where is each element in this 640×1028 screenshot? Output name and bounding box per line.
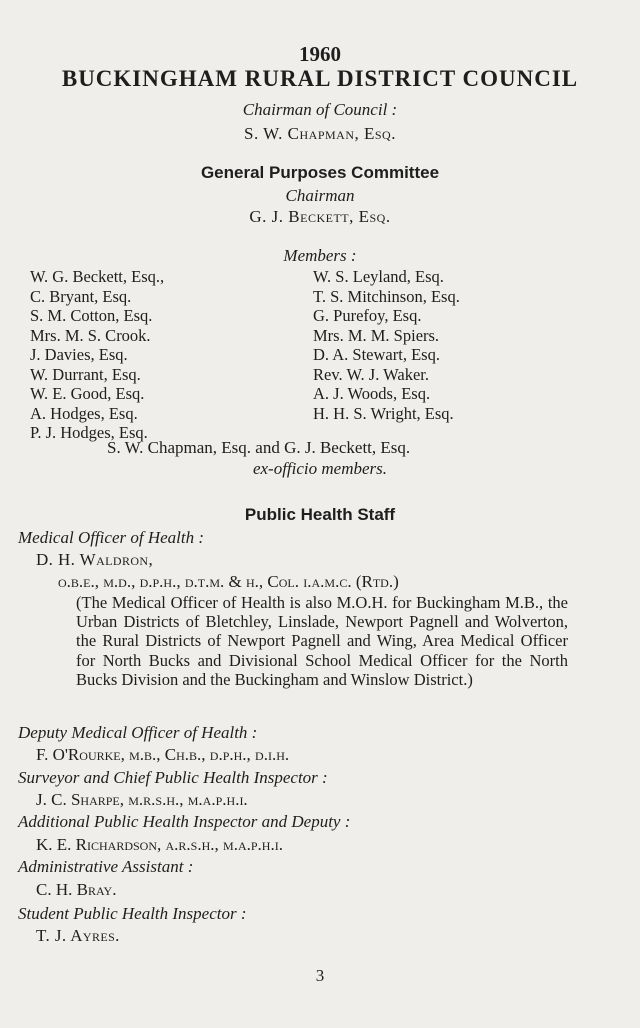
member-item: S. M. Cotton, Esq.: [30, 306, 153, 325]
member-item: W. Durrant, Esq.: [30, 364, 141, 384]
report-year: 1960: [299, 42, 341, 66]
moh-role-label: Medical Officer of Health :: [18, 528, 205, 547]
deputy-moh-role-label: Deputy Medical Officer of Health :: [18, 723, 258, 742]
moh-note-paragraph: (The Medical Officer of Health is also M.O.H. for Buckingham M.B., the Urban Districts of Bletchley, Linslade, Newport Pagnell and Wolverton, the Rural Districts of Newport Pagnell and Wing, Area Medical Officer for North Bucks and Divisional School Medical Officer for the North Bucks Division and the Buckingham and Winslow District.): [76, 593, 568, 689]
general-purposes-committee-heading: General Purposes Committee: [200, 163, 440, 182]
member-item: D. A. Stewart, Esq.: [313, 345, 440, 364]
surveyor-role-label: Surveyor and Chief Public Health Inspector :: [18, 768, 328, 787]
chairman-of-council-label: Chairman of Council :: [242, 100, 398, 119]
chairman-of-council-name: S. W. Chapman, Esq.: [244, 124, 396, 143]
additional-inspector-role-label: Additional Public Health Inspector and Deputy :: [18, 812, 351, 831]
member-item: P. J. Hodges, Esq.: [30, 423, 148, 442]
member-item: G. Purefoy, Esq.: [313, 306, 422, 325]
student-inspector-role-label: Student Public Health Inspector :: [18, 904, 247, 923]
members-list-left: [30, 267, 164, 443]
member-item: J. Davies, Esq.: [30, 345, 128, 364]
committee-chairman-label: Chairman: [285, 186, 355, 205]
member-item: W. S. Leyland, Esq.: [313, 267, 444, 286]
member-item: A. J. Woods, Esq.: [313, 384, 431, 403]
deputy-moh-name: F. O'Rourke, m.b., Ch.b., d.p.h., d.i.h.: [36, 745, 290, 764]
member-item: A. Hodges, Esq.: [30, 403, 138, 423]
members-list-right: [313, 267, 460, 423]
member-item: Mrs. M. S. Crook.: [30, 325, 151, 345]
member-item: Mrs. M. M. Spiers.: [313, 325, 440, 345]
member-item: C. Bryant, Esq.: [30, 286, 132, 306]
page-number: 3: [315, 966, 325, 985]
ex-officio-names: S. W. Chapman, Esq. and G. J. Beckett, Esq.: [107, 438, 411, 457]
student-inspector-name: T. J. Ayres.: [36, 926, 120, 945]
additional-inspector-name: K. E. Richardson, a.r.s.h., m.a.p.h.i.: [36, 835, 283, 854]
surveyor-name: J. C. Sharpe, m.r.s.h., m.a.p.h.i.: [36, 790, 248, 809]
council-title: BUCKINGHAM RURAL DISTRICT COUNCIL: [61, 66, 579, 91]
moh-qualifications: o.b.e., m.d., d.p.h., d.t.m. & h., Col. i.a.m.c. (Rtd.): [58, 572, 399, 591]
ex-officio-label: ex-officio members.: [252, 459, 388, 478]
public-health-staff-heading: Public Health Staff: [244, 505, 396, 524]
member-item: W. G. Beckett, Esq.,: [30, 267, 165, 286]
moh-name: D. H. Waldron,: [36, 550, 154, 569]
member-item: W. E. Good, Esq.: [30, 384, 145, 403]
members-label: Members :: [283, 246, 357, 265]
administrative-assistant-role-label: Administrative Assistant :: [18, 857, 194, 876]
member-item: H. H. S. Wright, Esq.: [313, 403, 454, 423]
member-item: T. S. Mitchinson, Esq.: [313, 286, 460, 306]
committee-chairman-name: G. J. Beckett, Esq.: [249, 207, 391, 226]
member-item: Rev. W. J. Waker.: [313, 364, 429, 384]
administrative-assistant-name: C. H. Bray.: [36, 880, 117, 899]
